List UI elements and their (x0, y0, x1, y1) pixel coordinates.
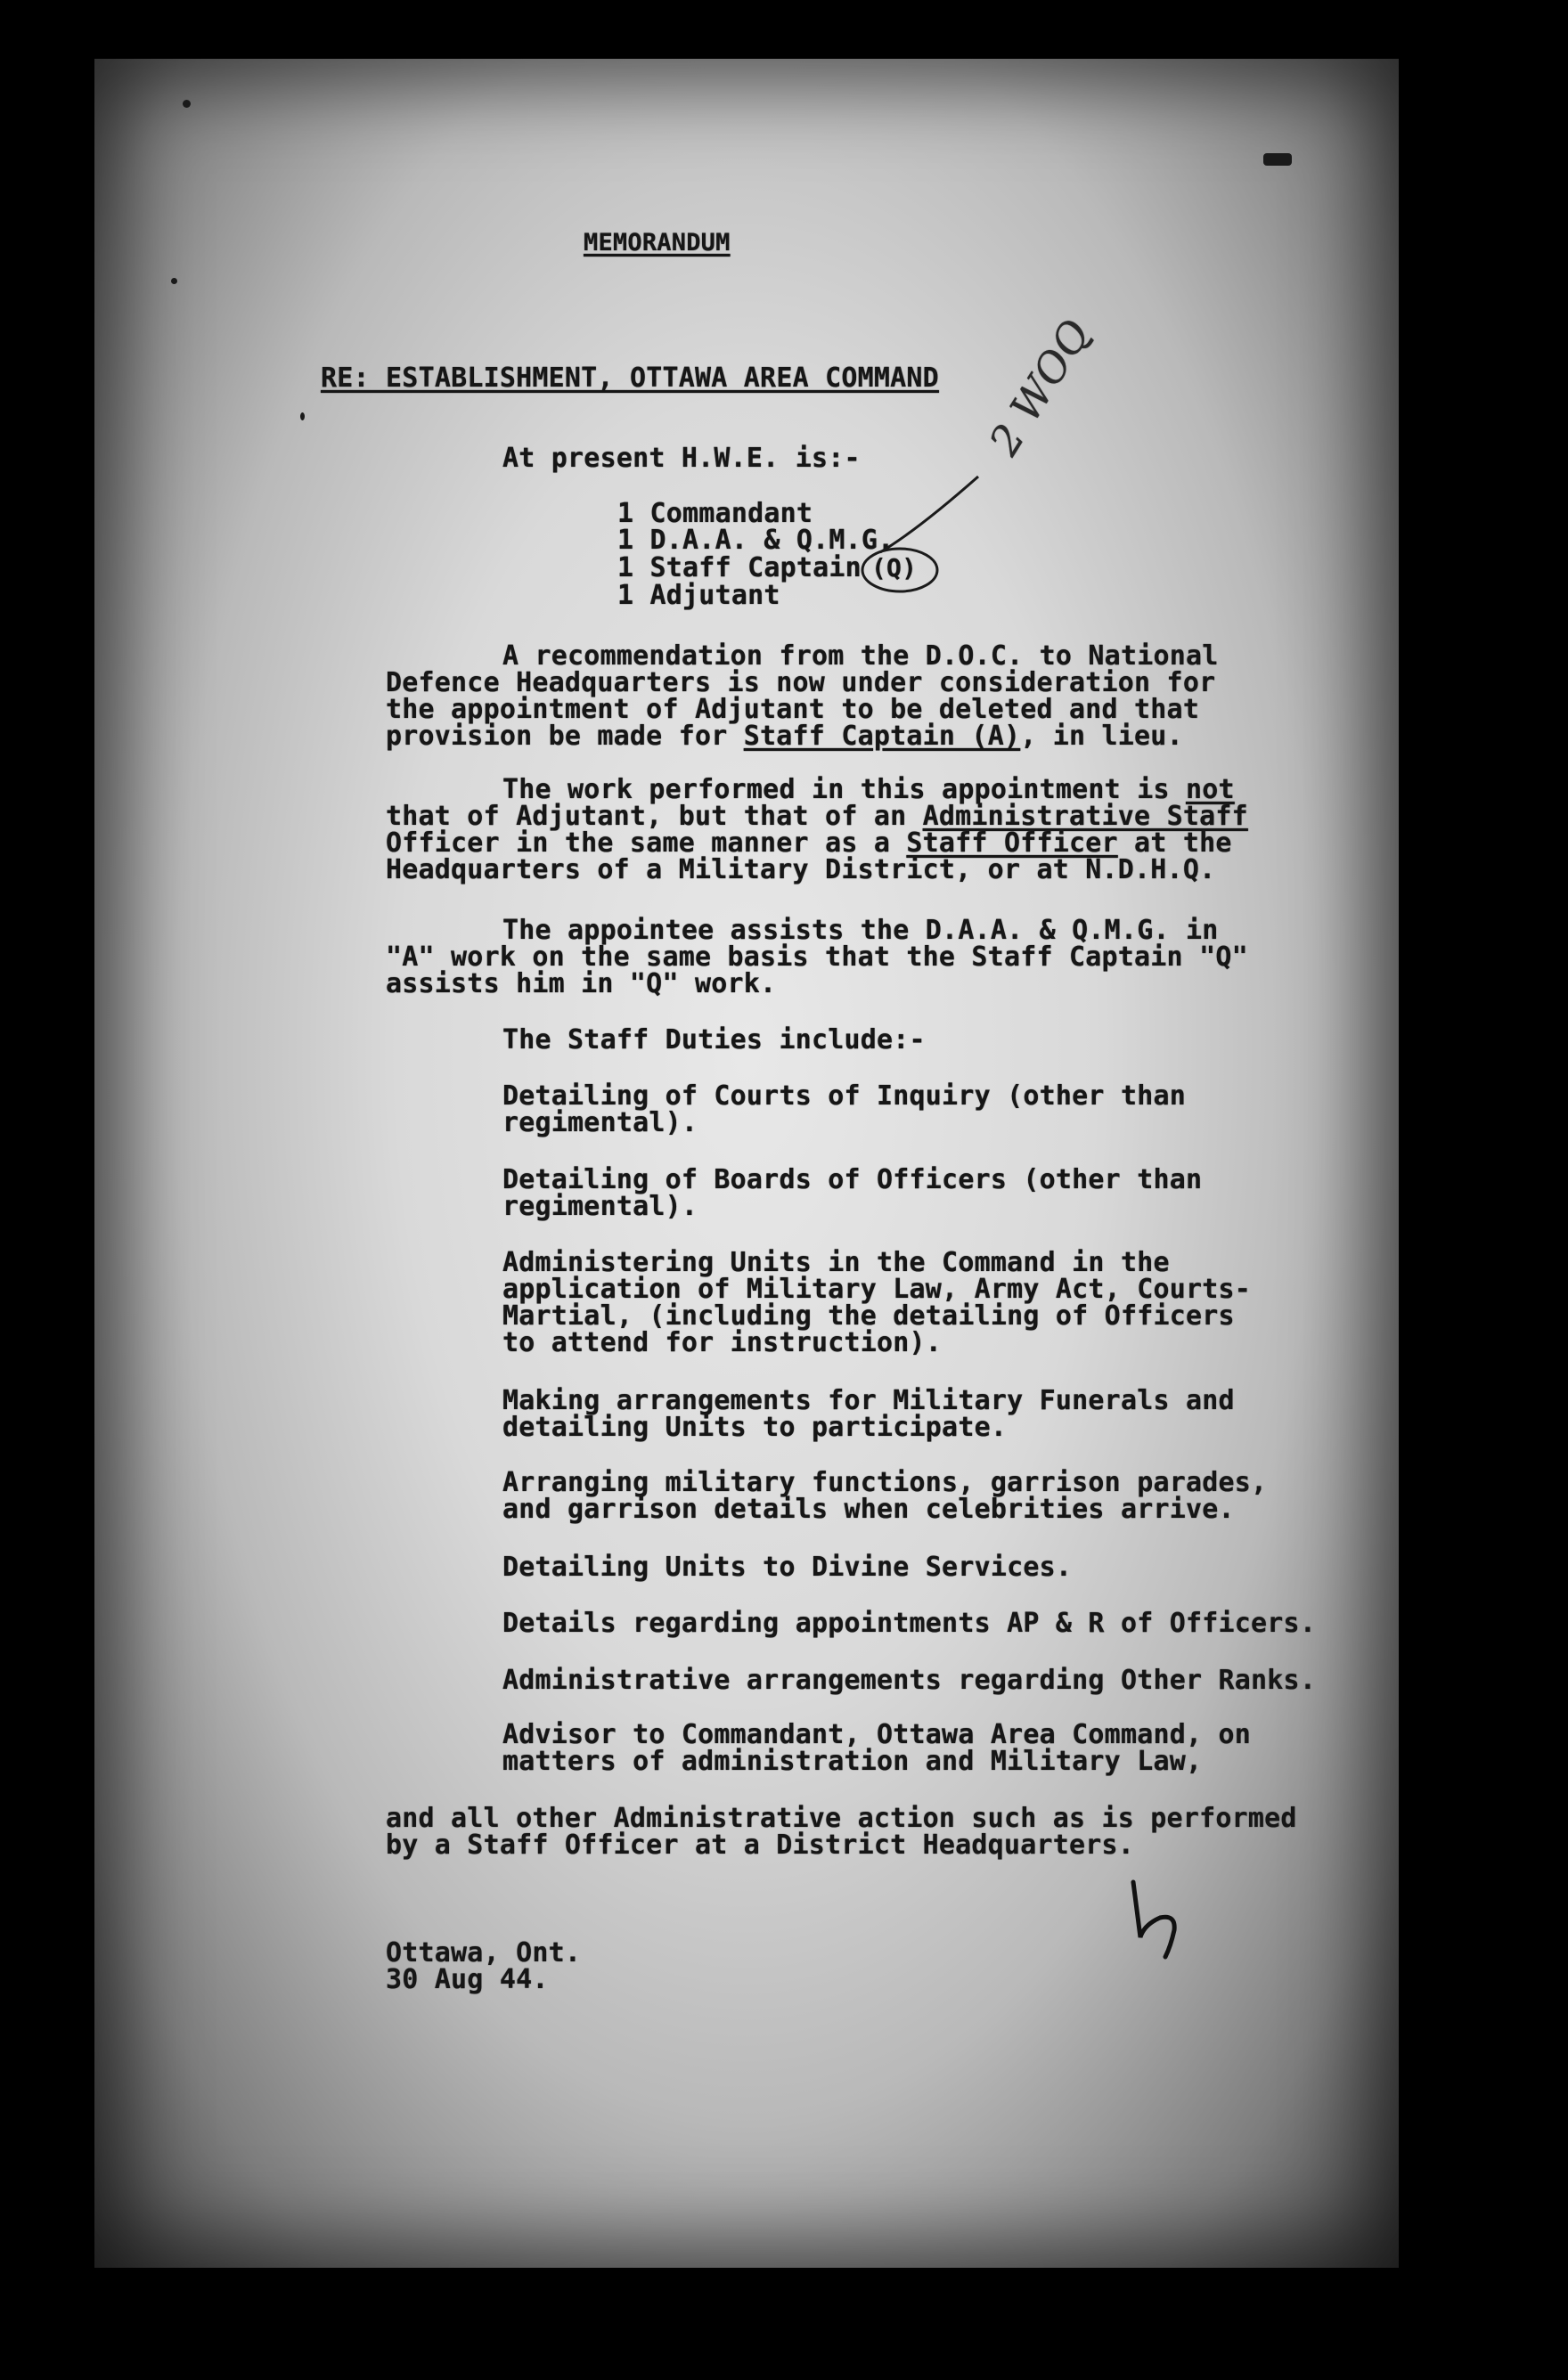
establishment-item: 1 D.A.A. & Q.M.G. (617, 525, 894, 556)
para1-line: Defence Headquarters is now under consideration for (386, 667, 1216, 698)
duty-line: Martial, (including the detailing of Officers (502, 1300, 1235, 1332)
scan-speck (171, 278, 177, 284)
memo-date: 30 Aug 44. (386, 1964, 549, 1995)
handwritten-note: 2 WOQ (979, 311, 1100, 464)
scan-speck (300, 412, 305, 420)
duties-intro: The Staff Duties include:- (502, 1024, 926, 1056)
para3-line: assists him in "Q" work. (386, 968, 777, 999)
para1-line: the appointment of Adjutant to be deleted and that (386, 694, 1200, 725)
para2-line: that of Adjutant, but that of an Administrative Staff (386, 801, 1248, 832)
para1-line: provision be made for Staff Captain (A), in lieu. (386, 721, 1183, 752)
handwritten-initial-icon (1124, 1875, 1196, 1964)
para3-line: The appointee assists the D.A.A. & Q.M.G. in (502, 915, 1219, 946)
closing-line: by a Staff Officer at a District Headquarters. (386, 1830, 1135, 1861)
para1-line: A recommendation from the D.O.C. to National (502, 640, 1219, 672)
duty-line: detailing Units to participate. (502, 1412, 1008, 1443)
establishment-item: 1 Commandant (617, 498, 813, 529)
pointer-line-icon (873, 468, 989, 557)
duty-line: application of Military Law, Army Act, Courts- (502, 1274, 1252, 1305)
duty-line: Arranging military functions, garrison parades, (502, 1467, 1268, 1498)
duty-line: matters of administration and Military Law, (502, 1746, 1203, 1777)
duty-line: Details regarding appointments AP & R of Officers. (502, 1608, 1317, 1639)
duty-line: Administering Units in the Command in the (502, 1247, 1170, 1278)
closing-line: and all other Administrative action such as is performed (386, 1803, 1297, 1834)
duty-line: regimental). (502, 1191, 698, 1222)
duty-line: regimental). (502, 1107, 698, 1138)
scan-speck (183, 100, 191, 108)
duty-line: Detailing of Boards of Officers (other than (502, 1164, 1203, 1195)
para3-line: "A" work on the same basis that the Staff Captain "Q" (386, 941, 1248, 973)
duty-line: Making arrangements for Military Funerals and (502, 1385, 1235, 1416)
scan-speck (1263, 153, 1292, 166)
establishment-item: 1 Adjutant (617, 580, 780, 611)
para2-line: Headquarters of a Military District, or at N.D.H.Q. (386, 854, 1216, 885)
circled-q-mark: (Q) (871, 553, 918, 583)
establishment-item: 1 Staff Captain (617, 552, 862, 583)
duty-line: Detailing of Courts of Inquiry (other than (502, 1080, 1186, 1112)
duty-line: Advisor to Commandant, Ottawa Area Command, on (502, 1719, 1252, 1750)
duty-line: Administrative arrangements regarding Other Ranks. (502, 1665, 1317, 1696)
duty-line: and garrison details when celebrities arrive. (502, 1494, 1235, 1525)
memo-place: Ottawa, Ont. (386, 1937, 582, 1968)
duty-line: Detailing Units to Divine Services. (502, 1552, 1073, 1583)
para2-line: Officer in the same manner as a Staff Officer at the (386, 827, 1232, 859)
establishment-intro: At present H.W.E. is:- (502, 443, 861, 474)
duty-line: to attend for instruction). (502, 1327, 943, 1358)
para2-line: The work performed in this appointment is not (502, 774, 1235, 805)
memo-subject: RE: ESTABLISHMENT, OTTAWA AREA COMMAND (321, 363, 939, 394)
memo-heading: MEMORANDUM (584, 229, 731, 257)
